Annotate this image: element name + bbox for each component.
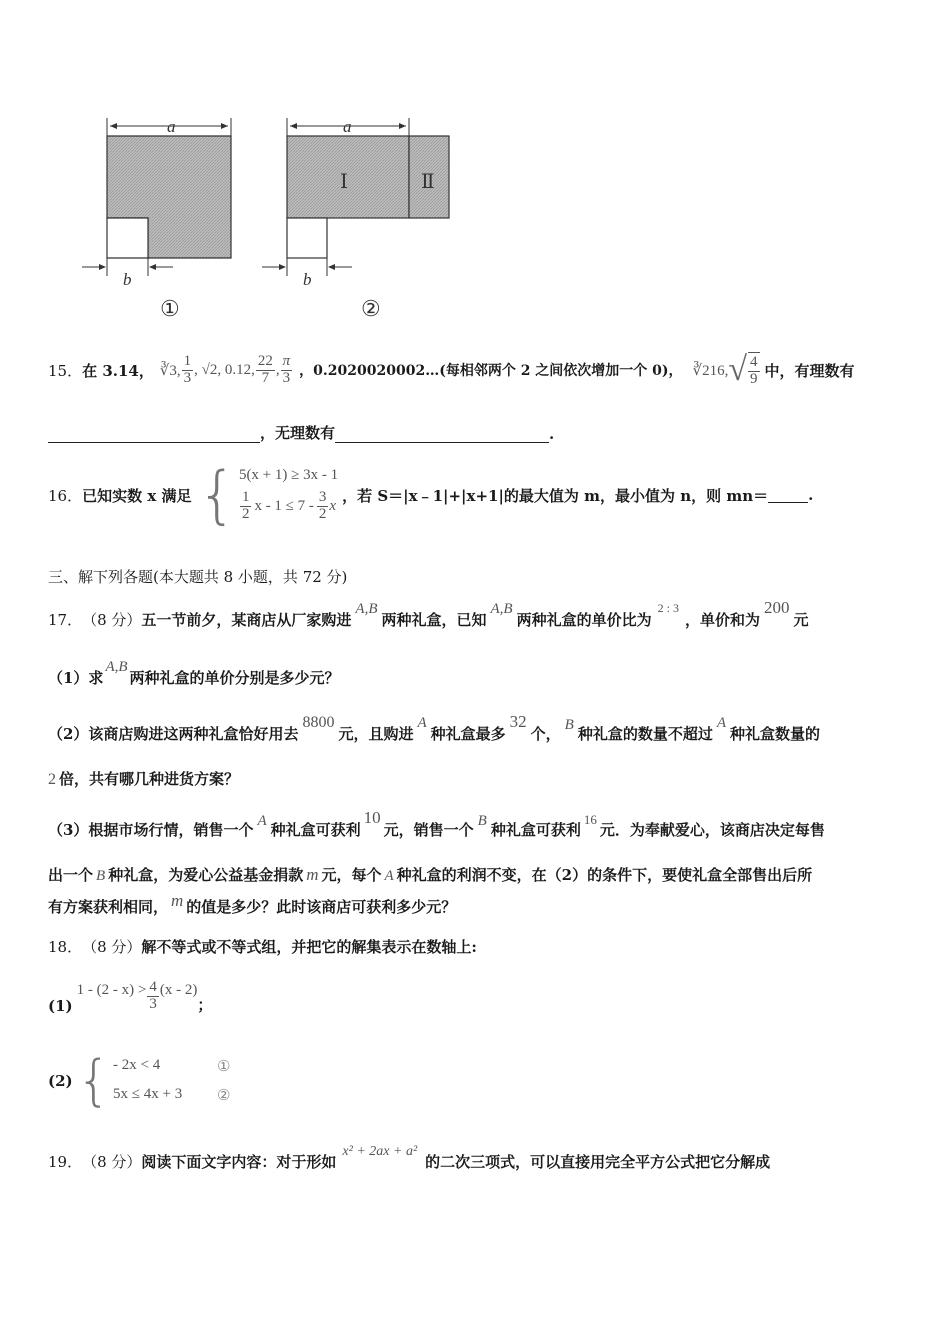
q18-text: 解不等式或不等式组，并把它的解集表示在数轴上:	[141, 938, 477, 956]
q17-ratio: 2 : 3	[657, 601, 679, 615]
figure-2-region-1: Ⅰ	[340, 171, 348, 193]
q15-blank-rational[interactable]	[48, 428, 260, 443]
q16-blank[interactable]	[768, 488, 808, 503]
q15-comma: ,	[275, 361, 280, 378]
q17-part2-t6: 种礼盒数量的	[730, 725, 821, 743]
q18-p1-rhs: (x - 2)	[159, 981, 198, 998]
q19-number: 19．	[48, 1153, 83, 1171]
q17-part1-t1: （1）求	[48, 669, 104, 687]
q17-part3-m2: m	[171, 891, 184, 910]
q17-part2-line1	[48, 704, 820, 744]
q17-part3-line3	[48, 891, 457, 917]
q17-part3-m1: m	[306, 865, 319, 884]
q15-frac2-den: 7	[261, 369, 270, 386]
q17-part2-a1: A	[417, 715, 427, 731]
figure-2-label-a: a	[343, 117, 352, 136]
q16-ineq2-end: x	[329, 498, 337, 514]
section3-title: 三、解下列各题(本大题共 8 小题，共 72 分)	[48, 568, 348, 586]
q15-frac2	[256, 354, 275, 387]
q16-system-brace: {	[197, 458, 237, 531]
q17-t4: ，单价和为	[684, 611, 760, 629]
q16-ineq2-b-den: 2	[318, 506, 327, 522]
q17-t5: 元	[793, 611, 809, 629]
q19-t2: 的二次三项式，可以直接用完全平方公式把它分解成	[425, 1153, 771, 1171]
q17-part3-line1	[48, 800, 825, 840]
q18-p2-eq1: - 2x < 4	[113, 1057, 161, 1073]
q16-number: 16．	[48, 486, 83, 505]
figure-2	[262, 117, 449, 321]
q16-ineq2-mid: x - 1 ≤ 7 -	[254, 498, 314, 514]
q17-sum: 200	[763, 598, 790, 617]
q18-line1	[48, 936, 477, 957]
q17-part2-t5: 种礼盒的数量不超过	[577, 725, 713, 743]
q17-part3-t3: 元，销售一个	[383, 821, 474, 839]
q16-ineq2-a-num: 1	[241, 489, 250, 506]
q18-p1-frac-den: 3	[149, 995, 157, 1012]
q15-frac3-num: π	[282, 352, 291, 369]
q17-part1	[48, 648, 340, 688]
q17-part2-a2: A	[716, 715, 727, 731]
q19-score: （8 分）	[82, 1153, 142, 1171]
q18-p1-label: (1)	[48, 997, 73, 1015]
q15-line2-mid: ，无理数有	[260, 424, 336, 442]
q15-blank-irrational[interactable]	[335, 428, 549, 443]
q17-t3: 两种礼盒的单价比为	[516, 611, 652, 629]
q16-ineq2-b-num: 3	[318, 489, 327, 506]
q17-part2-t4: 个，	[530, 725, 561, 743]
q17-part3-t6: 出一个	[48, 866, 94, 884]
q17-part2-t2: 元，且购进	[338, 725, 414, 743]
q15-sqrt-num: 4	[750, 354, 758, 371]
q18-p2-eq2-tag: ②	[217, 1088, 231, 1104]
q17-ab2: A,B	[490, 601, 513, 617]
q17-part3-b2: B	[96, 868, 106, 884]
q18-p2-system	[113, 1057, 230, 1105]
q17-part2-b1: B	[564, 717, 574, 733]
figure-1	[82, 117, 231, 321]
figure-2-caption: ②	[361, 296, 381, 321]
figure-2-region-2: Ⅱ	[421, 171, 435, 193]
q17-part3-t4: 种礼盒可获利	[490, 821, 581, 839]
q18-p1-frac	[147, 980, 159, 1013]
q16-ineq1: 5(x + 1) ≥ 3x - 1	[238, 467, 339, 484]
q16-end: .	[808, 486, 814, 504]
q18-p1-frac-num: 4	[149, 978, 157, 995]
q17-part3-t7: 种礼盒，为爱心公益基金捐款	[108, 866, 304, 884]
q18-p2-label: (2)	[48, 1072, 73, 1090]
q17-part3-line2	[48, 864, 812, 885]
figure-1-label-a: a	[167, 117, 176, 136]
q19-line1	[48, 1136, 770, 1172]
q17-part2-max: 32	[509, 712, 527, 731]
q17-part3-a1: A	[257, 813, 267, 829]
geometry-figure	[70, 108, 490, 323]
q15-number: 15．	[48, 361, 83, 380]
q17-part3-t1: （3）根据市场行情，销售一个	[48, 821, 254, 839]
q18-p1-end: ；	[197, 995, 213, 1014]
q15-frac1-den: 3	[183, 369, 192, 386]
q17-part2-times: 2	[48, 771, 56, 788]
q15-line2-end: .	[549, 425, 555, 443]
q18-p2-brace: {	[76, 1049, 111, 1112]
q17-part3-p2: 16	[583, 812, 597, 827]
q18-p2-eq1-tag: ①	[217, 1059, 231, 1075]
q17-part2-t7: 倍，共有哪几种进货方案？	[59, 770, 240, 788]
q17-part1-ab: A,B	[105, 659, 128, 675]
q18-part2	[48, 1050, 230, 1112]
q18-p2-row2	[113, 1086, 230, 1105]
q15-list-mid: , √2, 0.12,	[194, 361, 255, 378]
q17-line1	[48, 590, 808, 630]
q17-part2-t3: 种礼盒最多	[430, 725, 506, 743]
q15-sqrt-frac: √ $\frac{4}{9}$	[728, 351, 758, 388]
q17-part2-t1: （2）该商店购进这两种礼盒恰好用去	[48, 725, 299, 743]
q16	[48, 452, 813, 538]
q15-cbrt216: ∛216,	[692, 362, 729, 379]
q18-part1	[48, 966, 212, 1030]
q15-frac3	[281, 354, 293, 387]
q17-part3-t5: 元．为奉献爱心，该商店决定每售	[599, 821, 825, 839]
q17-part3-b1: B	[477, 813, 487, 829]
figure-2-label-b: b	[303, 270, 312, 289]
q17-ab1: A,B	[355, 601, 378, 617]
q15-suffix: 中，有理数有	[764, 361, 855, 380]
q15-frac1-num: 1	[183, 352, 192, 369]
q17-part2-line2	[48, 768, 239, 789]
q15-text-mid: ，0.2020020002…(每相邻两个 2 之间依次增加一个 0)，	[299, 363, 683, 379]
q17-part3-t10: 有方案获利相同，	[48, 898, 169, 916]
q17-part3-p1: 10	[363, 808, 381, 827]
q17-t2: 两种礼盒，已知	[381, 611, 487, 629]
q15-line1	[48, 342, 855, 398]
q19-expr: x² + 2ax + a²	[342, 1144, 418, 1159]
q18-p2-eq2: 5x ≤ 4x + 3	[113, 1086, 183, 1102]
q19-t1: 阅读下面文字内容：对于形如	[141, 1153, 337, 1171]
q18-score: （8 分）	[82, 938, 142, 956]
q15-frac2-num: 22	[257, 352, 273, 369]
q16-prefix: 已知实数 x 满足	[82, 486, 192, 505]
q16-suffix: ，若 S＝|x﹣1|+|x+1|的最大值为 m，最小值为 n，则 mn＝	[342, 486, 769, 505]
q15-cbrt3: ∛3,	[159, 362, 181, 379]
q17-part1-t2: 两种礼盒的单价分别是多少元？	[129, 669, 340, 687]
q17-part3-t2: 种礼盒可获利	[270, 821, 361, 839]
q17-part3-a2: A	[384, 868, 394, 884]
q15-prefix: 在 3.14，	[82, 361, 154, 380]
q16-ineq2	[239, 490, 338, 523]
q15-line2	[48, 422, 554, 443]
q17-part2-total: 8800	[302, 714, 335, 731]
q15-frac1	[182, 354, 194, 387]
q15-sqrt-den: 9	[750, 371, 758, 387]
q17-t1: 五一节前夕，某商店从厂家购进	[141, 611, 352, 629]
q18-p1-lhs: 1 - (2 - x) >	[76, 981, 147, 998]
q16-system	[239, 467, 338, 523]
q15-frac3-den: 3	[282, 369, 291, 386]
q17-part3-t11: 的值是多少？此时该商店可获利多少元？	[186, 898, 457, 916]
figure-1-label-b: b	[123, 270, 132, 289]
q18-number: 18．	[48, 938, 83, 956]
q18-p2-row1	[113, 1057, 230, 1076]
q17-part3-t8: 元，每个	[321, 866, 382, 884]
q16-ineq2-a-den: 2	[241, 506, 250, 522]
q17-score: （8 分）	[82, 611, 142, 629]
q17-number: 17．	[48, 611, 83, 629]
q17-part3-t9: 种礼盒的利润不变，在（2）的条件下，要使礼盒全部售出后所	[396, 866, 813, 884]
figure-1-caption: ①	[160, 296, 180, 321]
